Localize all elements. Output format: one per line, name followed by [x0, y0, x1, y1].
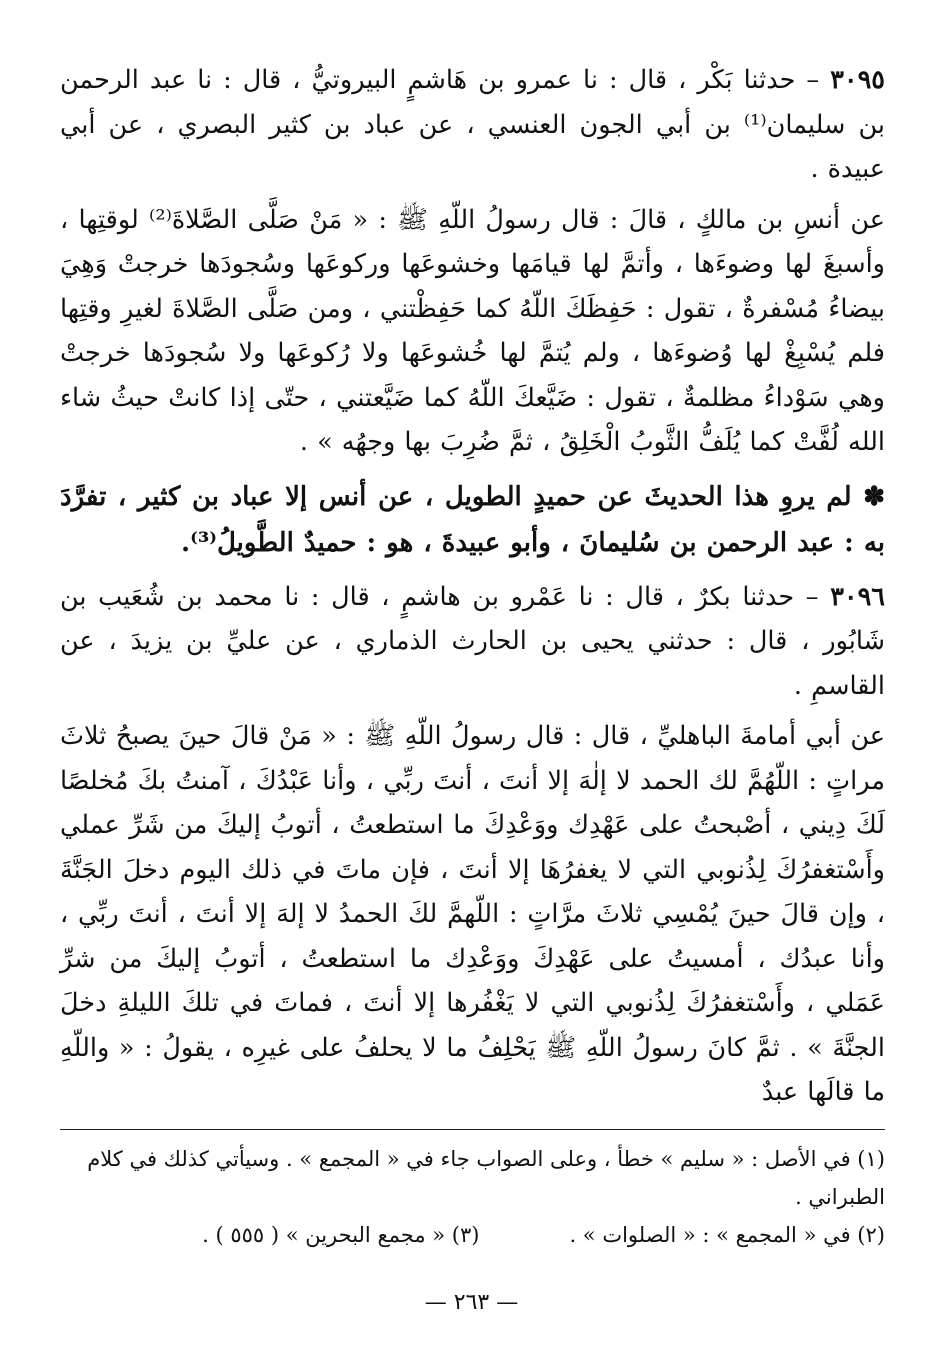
hadith-3095-isnad: [60, 58, 885, 192]
hadith-3096-isnad: [60, 575, 885, 709]
footnote-row: [60, 1216, 885, 1254]
isnad-text: – حدثنا بَكْر ، قال : نا عمرو بن هَاشمٍ البيروتيُّ ، قال : نا عبد الرحمن بن سليمان⁽¹⁾ بن أبي الجون العنسي ، عن عباد بن كثير البصري ، عن أبي عبيدة .: [60, 65, 885, 184]
footnote-2: (٢) في « المجمع » : « الصلوات » .: [569, 1222, 885, 1247]
footnote-divider: [60, 1129, 885, 1130]
hadith-number: ٣٠٩٥: [830, 65, 885, 95]
hadith-3095-comment: ✽ لم يروِ هذا الحديثَ عن حميدٍ الطويل ، عن أنس إلا عباد بن كثير ، تفرَّدَ به : عبد الرحمن بن سُليمانَ ، وأبو عبيدةَ ، هو : حميدٌ الطَّويلُ⁽³⁾.: [60, 481, 885, 558]
footnote-1: (١) في الأصل : « سليم » خطأ ، وعلى الصواب جاء في « المجمع » . وسيأتي كذلك في كلام الطبراني .: [87, 1146, 885, 1209]
isnad-text: – حدثنا بكرٌ ، قال : نا عَمْرو بن هاشمٍ ، قال : نا محمد بن شُعَيب بن شَابُور ، قال : حدثني يحيى بن الحارث الذماري ، عن عليِّ بن يزيدَ ، عن القاسمِ .: [60, 581, 885, 701]
page-number: — ٢٦٣ —: [424, 1290, 519, 1315]
footnote-3: (٣) « مجمع البحرين » ( ٥٥٥ ) .: [202, 1222, 480, 1247]
hadith-3095-matn: عن أنسِ بن مالكٍ ، قالَ : قال رسولُ اللّهِ ﷺ : « مَنْ صَلَّى الصَّلاةَ⁽²⁾ لوقتِها ، وأسبغَ لها وضوءَها ، وأتمَّ لها قيامَها وخشوعَها وركوعَها وسُجودَها خرجتْ وَهِيَ بيضاءُ مُسْفرةٌ ، تقول : حَفِظَكَ اللّهُ كما حَفِظْتني ، ومن صَلَّى الصَّلاةَ لغيرِ وقتِها فلم يُسْبِغْ لها وُضوءَها ، ولم يُتمَّ لها خُشوعَها ولا رُكوعَها ولا سُجودَها خرجتْ وهي سَوْداءُ مظلمةٌ ، تقول : ضَيَّعكَ اللّهُ كما ضَيَّعتني ، حتّى إذا كانتْ حيثُ شاء الله لُفَّتْ كما يُلَفُّ الثَّوبُ الْخَلِقُ ، ثمَّ ضُرِبَ بها وجهُه » .: [60, 204, 886, 457]
hadith-3096-matn: عن أبي أمامةَ الباهليِّ ، قال : قال رسولُ اللّهِ ﷺ : « مَنْ قالَ حينَ يصبحُ ثلاثَ مراتٍ : اللّهُمَّ لك الحمد لا إلٰهَ إلا أنتَ ، أنتَ ربِّي ، وأنا عَبْدُكَ ، آمنتُ بكَ مُخلصًا لَكَ دِيني ، أصْبحتُ على عَهْدِك ووَعْدِكَ ما استطعتُ ، أتوبُ إليكَ من شَرِّ عملي وأَسْتغفرُكَ لِذُنوبي التي لا يغفرُهَا إلا أنتَ ، فإن ماتَ في ذلك اليوم دخلَ الجَنَّةَ ، وإن قالَ حينَ يُمْسِي ثلاثَ مرَّاتٍ : اللّهمَّ لكَ الحمدُ لا إلهَ إلا أنتَ ، أنتَ ربِّي ، وأنا عبدُك ، أمسيتُ على عَهْدِكَ ووَعْدِك ما استطعتُ ، أتوبُ إليكَ من شرِّ عَمَلي ، وأَسْتغفرُكَ لِذُنوبي التي لا يَغْفُرها إلا أنتَ ، فماتَ في تلكَ الليلةِ دخلَ الجنَّةَ » . ثمَّ كانَ رسولُ اللّهِ ﷺ يَحْلِفُ ما لا يحلفُ على غيرِه ، يقولُ : « واللّهِ ما قالَها عبدٌ: [60, 721, 885, 1107]
hadith-number: ٣٠٩٦: [830, 581, 885, 612]
